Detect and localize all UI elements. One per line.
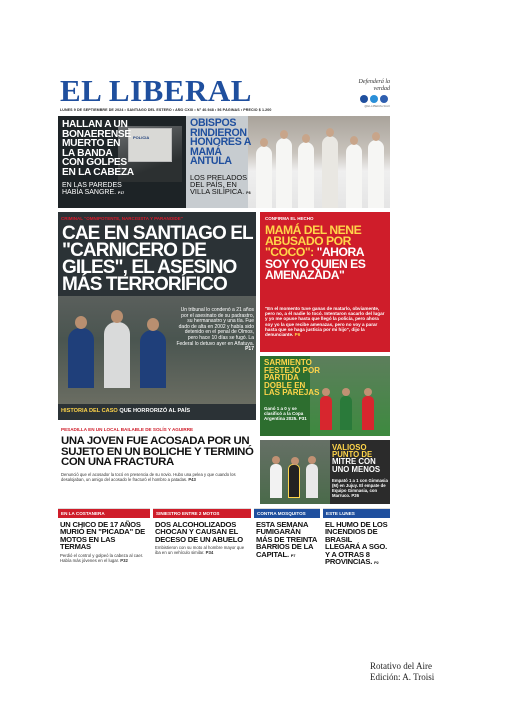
story-obispos: [186, 116, 390, 208]
story-kicker: EN LA COSTANERA: [58, 509, 150, 518]
bottom-story-3: [254, 508, 320, 580]
newspaper-logo: EL LIBERAL: [60, 73, 252, 108]
story-headline: UN CHICO DE 17 AÑOS MURIÓ EN "PICADA" DE MOTOS EN LAS TERMAS: [60, 520, 146, 552]
main-kicker: CRIMINAL "OMNIPOTENTE, NARCISISTA Y PARANOIDE": [61, 216, 183, 221]
bottom-stories: [58, 508, 390, 580]
story-kicker: SINIESTRO ENTRE 2 MOTOS: [153, 509, 251, 518]
story-kicker: ESTE LUNES: [323, 509, 390, 518]
instagram-icon: [380, 95, 388, 103]
bottom-story-4: [323, 508, 390, 580]
story-subhead: Ganó 1 a 0 y se clasificó a la Copa Argentina 2025. P31: [264, 406, 307, 421]
credit-line-1: Rotativo del Aire: [370, 661, 432, 671]
credit: [370, 661, 470, 683]
story-headline: VALIOSO PUNTO DE MITRE CON UNO MENOS: [332, 443, 381, 474]
story-mitre: [260, 440, 390, 504]
main-footer: HISTORIA DEL CASO QUE HORRORIZÓ AL PAÍS: [61, 408, 191, 414]
newspaper-front-page: [58, 72, 390, 580]
masthead: [58, 73, 390, 108]
social-handle: @ELLIBERALSGO: [364, 104, 390, 108]
dateline: LUNES 9 DE SEPTIEMBRE DE 2024 • SANTIAGO DEL ESTERO • AÑO CXXI • N° 40.948 • 56 PÁGINAS • PRECIO $ 1.200: [60, 108, 272, 112]
story-headline: ESTA SEMANA FUMIGARÁN MÁS DE TREINTA BARRIOS DE LA CAPITAL. P7: [256, 520, 317, 559]
story-sarmiento: [260, 356, 390, 436]
story-body: Perdió el control y golpeó la cabeza al caer. Había más jóvenes en el lugar. P32: [60, 552, 144, 563]
story-body: Embistieron con su moto al hombre mayor que iba en un vehículo similar. P34: [155, 545, 245, 556]
story-headline: DOS ALCOHOLIZADOS CHOCAN Y CAUSAN EL DECESO DE UN ABUELO: [155, 520, 243, 544]
story-headline: SARMIENTO FESTEJÓ POR PARTIDA DOBLE EN LAS PAREJAS: [264, 358, 321, 397]
football-photo: [310, 356, 390, 436]
story-kicker: CONTRA MOSQUITOS: [254, 509, 320, 518]
story-headline: UNA JOVEN FUE ACOSADA POR UN SUJETO EN UN BOLICHE Y TERMINÓ CON UNA FRACTURA: [61, 435, 254, 469]
mitre-photo: [260, 440, 330, 504]
masthead-tagline: Defenderá la verdad: [358, 79, 390, 92]
story-subhead: EN LAS PAREDES HABÍA SANGRE. P17: [62, 182, 125, 196]
story-headline: EL HUMO DE LOS INCENDIOS DE BRASIL LLEGARÁ A SGO. Y A OTRAS 8 PROVINCIAS. P2: [325, 520, 388, 567]
story-headline: HALLAN A UN BONAERENSE MUERTO EN LA BANDA CON GOLPES EN LA CABEZA: [62, 119, 134, 178]
bishops-photo: [248, 116, 390, 208]
story-body: "En el momento tuve ganas de matarlo, obviamente, pero no, a él nadie lo tocó. Intentaron sacarlo del lugar y yo me opuse hasta que llegó la policía, pero ahora soy yo la que recibe amenazas, pero no voy a parar hasta que se haga justicia por mi hijo", dijo la denunciante. P6: [265, 306, 385, 338]
story-kicker: CONFIRMA EL HECHO: [265, 216, 314, 221]
story-subhead: Empató 1 a 1 con Gimnasia (M) en Jujuy. El empate de Equipo Gimnasia, con Marruco. P26: [332, 478, 388, 498]
main-headline: CAE EN SANTIAGO EL "CARNICERO DE GILES", EL ASESINO MÁS TERRORÍFICO: [62, 223, 253, 295]
story-body: Denunció que el acosador la tocó en presencia de su novio. Hubo una pelea y que cuando los desalojaban, un amigo del acosado le fracturó el hombro a patadas. P43: [61, 472, 236, 482]
bottom-story-1: [58, 508, 150, 580]
story-kicker: PESADILLA EN UN LOCAL BAILABLE DE SOLÍS Y AGUIRRE: [61, 427, 194, 432]
story-subhead: LOS PRELADOS DEL PAÍS, EN VILLA SILÍPICA. P8: [190, 173, 251, 197]
social-icons: [360, 95, 388, 103]
police-van-image: POLICIA: [128, 128, 172, 162]
facebook-icon: [360, 95, 368, 103]
story-headline: OBISPOS RINDIERON HONORES A MAMÁ ANTULA: [190, 117, 251, 168]
story-bonaerense: [58, 116, 186, 208]
story-mama-nene: [260, 212, 390, 352]
credit-line-2: Edición: A. Troisi: [370, 672, 435, 682]
story-headline: MAMÁ DEL NENE ABUSADO POR "COCO": "AHORA SOY YO QUIEN ES AMENAZADA": [265, 223, 366, 282]
story-pesadilla: [58, 424, 256, 504]
main-story: [58, 212, 256, 420]
twitter-icon: [370, 95, 378, 103]
bottom-story-2: [153, 508, 251, 580]
main-caption: Un tribunal lo condenó a 21 años por el asesinato de su padrastro, su hermanastro y una tía. Fue dado de alta en 2002 y había sido detenido en el penal de Olmos, pero hace 10 días se fugó. La Federal lo detuvo ayer en Añatuya. P17: [176, 307, 254, 353]
